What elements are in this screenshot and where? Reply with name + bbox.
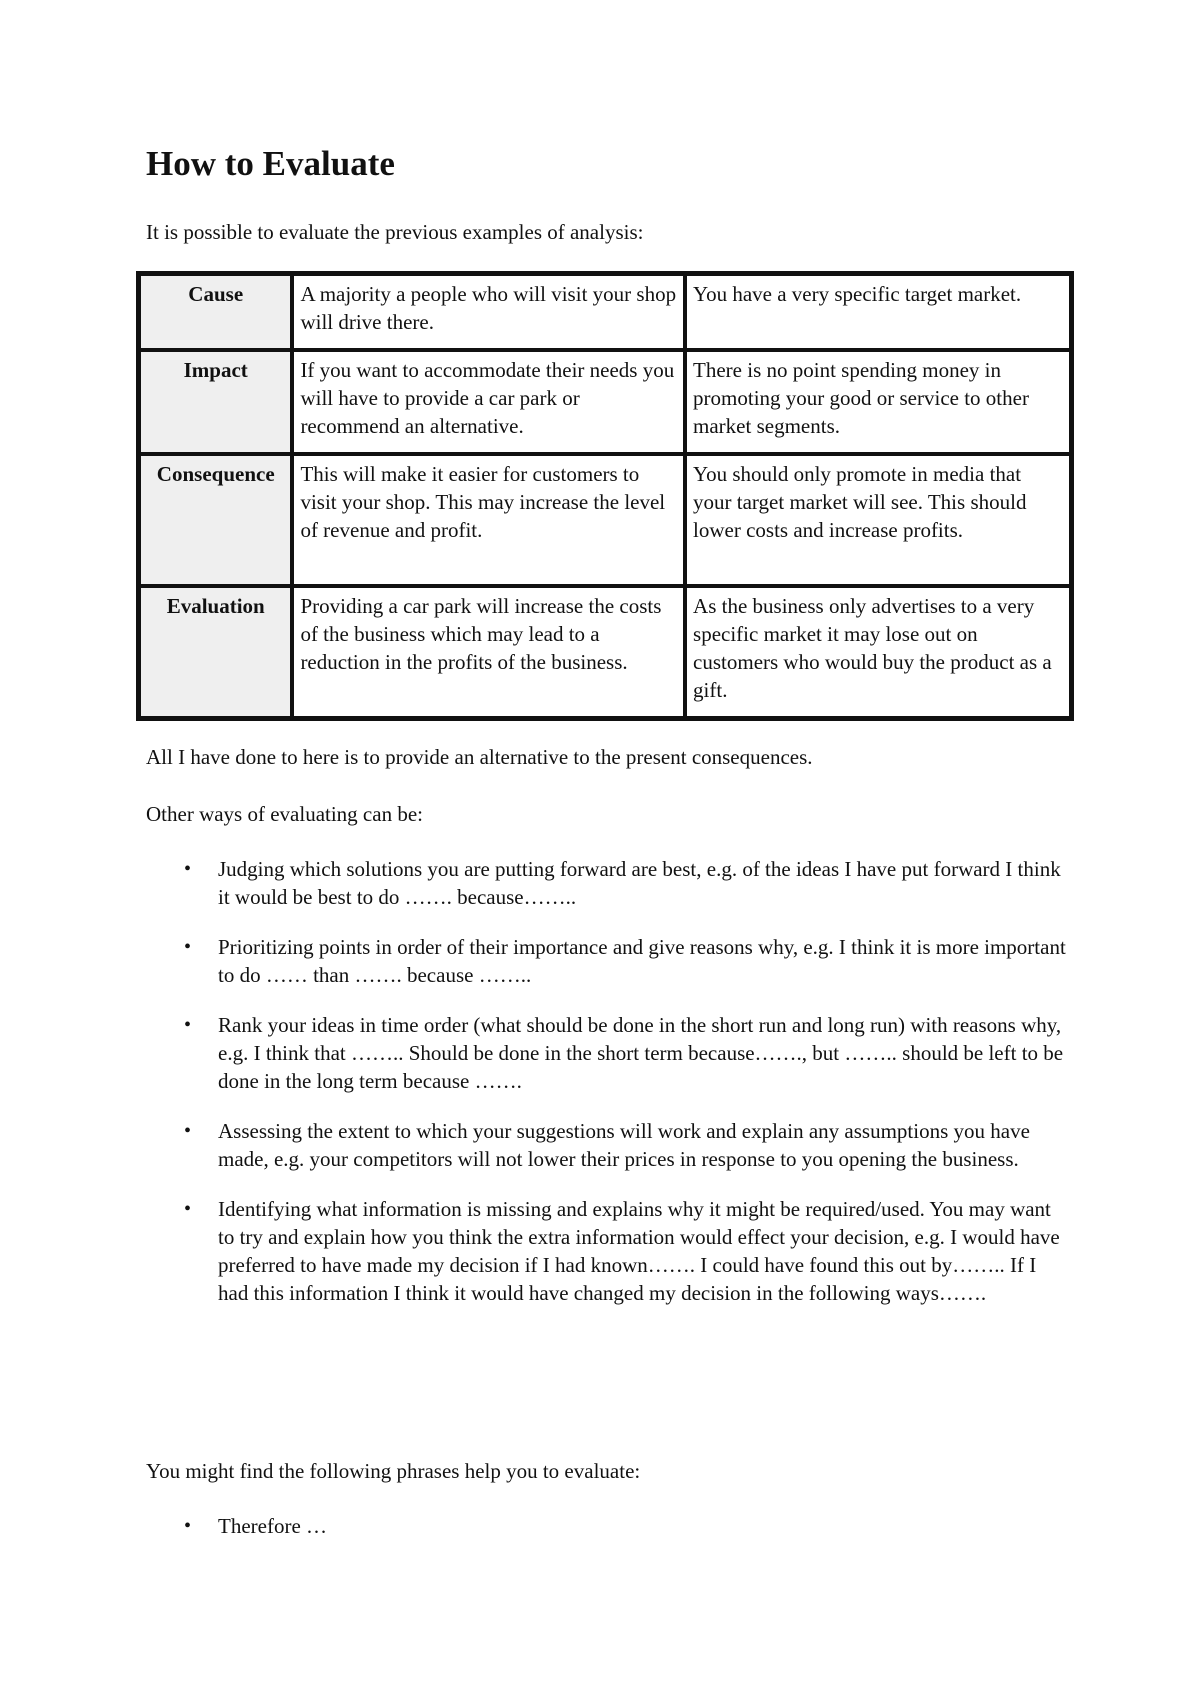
bullet-icon: • [184,1120,192,1142]
list-item [146,1117,1066,1173]
list-item [146,1011,1066,1095]
list-item [146,933,1066,989]
intro-paragraph: It is possible to evaluate the previous examples of analysis: [146,220,644,244]
after-table-paragraph: All I have done to here is to provide an alternative to the present consequences. [146,745,813,769]
list-item [146,855,1066,911]
table-cell: This will make it easier for customers to visit your shop. This may increase the level of revenue and profit. [292,454,685,586]
list-item-text: Assessing the extent to which your suggestions will work and explain any assumptions you have made, e.g. your competitors will not lower their prices in response to you opening the business. [218,1119,1030,1171]
table-cell: You have a very specific target market. [685,274,1071,350]
table-row-consequence [139,454,1071,586]
list-item-text: Prioritizing points in order of their importance and give reasons why, e.g. I think it is more important to do …… than ……. because …….. [218,935,1066,987]
bullet-icon: • [184,1014,192,1036]
bullet-icon: • [184,936,192,958]
phrases-list [146,1512,1066,1562]
row-label: Consequence [139,454,292,586]
table-row-evaluation [139,586,1071,718]
table-cell: Providing a car park will increase the costs of the business which may lead to a reduction in the profits of the business. [292,586,685,718]
page-title: How to Evaluate [146,144,395,183]
row-label: Cause [139,274,292,350]
row-label: Impact [139,350,292,454]
table-cell: As the business only advertises to a very specific market it may lose out on customers who would buy the product as a gift. [685,586,1071,718]
table-row-cause [139,274,1071,350]
list-item-text: Identifying what information is missing and explains why it might be required/used. You may want to try and explain how you think the extra information would effect your decision, e.g. I would have preferred to have made my decision if I had known……. I could have found this out by…….. If I had this information I think it would have changed my decision in the following ways……. [218,1197,1060,1305]
list-item-text: Judging which solutions you are putting forward are best, e.g. of the ideas I have put forward I think it would be best to do ……. because…….. [218,857,1061,909]
bullet-icon: • [184,858,192,880]
other-ways-list [146,855,1066,1329]
table-cell: There is no point spending money in promoting your good or service to other market segments. [685,350,1071,454]
table-row-impact [139,350,1071,454]
phrases-intro: You might find the following phrases help you to evaluate: [146,1459,641,1483]
bullet-icon: • [184,1198,192,1220]
list-item [146,1512,1066,1540]
evaluation-table [136,271,1074,721]
row-label: Evaluation [139,586,292,718]
list-item-text: Rank your ideas in time order (what should be done in the short run and long run) with reasons why, e.g. I think that …….. Should be done in the short term because……., but …….. should be left to be done in the long term because ……. [218,1013,1064,1093]
table-cell: You should only promote in media that your target market will see. This should lower costs and increase profits. [685,454,1071,586]
other-ways-intro: Other ways of evaluating can be: [146,802,423,826]
table-cell: If you want to accommodate their needs you will have to provide a car park or recommend an alternative. [292,350,685,454]
bullet-icon: • [184,1515,192,1537]
list-item-text: Therefore … [218,1514,328,1538]
table-cell: A majority a people who will visit your shop will drive there. [292,274,685,350]
list-item [146,1195,1066,1307]
